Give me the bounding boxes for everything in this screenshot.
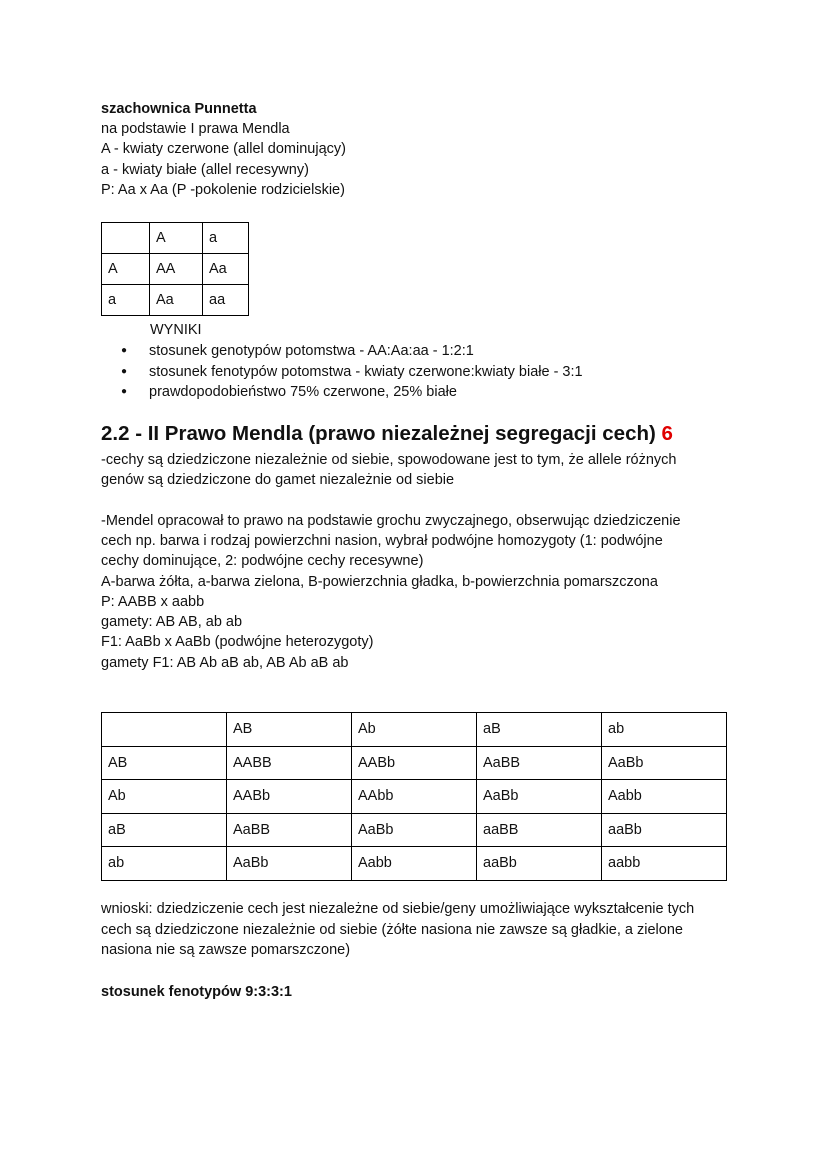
table-row bbox=[102, 813, 727, 847]
table-cell: AB bbox=[102, 746, 227, 780]
table-cell: Ab bbox=[102, 780, 227, 814]
section-heading bbox=[101, 422, 673, 446]
table-row bbox=[102, 285, 249, 316]
table-cell: AABB bbox=[227, 746, 352, 780]
table-cell: Aa bbox=[203, 254, 249, 285]
table-row bbox=[102, 847, 727, 881]
text-line: F1: AaBb x AaBb (podwójne heterozygoty) bbox=[101, 634, 374, 650]
table-row bbox=[102, 254, 249, 285]
table-cell: Ab bbox=[352, 713, 477, 747]
table-cell: ab bbox=[102, 847, 227, 881]
text-line: a - kwiaty białe (allel recesywny) bbox=[101, 162, 309, 178]
list-item: ● stosunek fenotypów potomstwa - kwiaty czerwone:kwiaty białe - 3:1 bbox=[101, 362, 583, 383]
table-cell: aaBB bbox=[477, 813, 602, 847]
phenotype-ratio: stosunek fenotypów 9:3:3:1 bbox=[101, 984, 292, 1000]
text-line: A - kwiaty czerwone (allel dominujący) bbox=[101, 141, 346, 157]
text-line: genów są dziedziczone do gamet niezależnie od siebie bbox=[101, 472, 455, 488]
table-cell: AaBb bbox=[477, 780, 602, 814]
table-cell: AaBB bbox=[227, 813, 352, 847]
table-cell: AaBB bbox=[477, 746, 602, 780]
table-cell bbox=[102, 713, 227, 747]
heading-number: 6 bbox=[661, 422, 673, 445]
text-line: cech np. barwa i rodzaj powierzchni nasion, wybrał podwójne homozygoty (1: podwójne bbox=[101, 533, 663, 549]
table-cell: A bbox=[150, 223, 203, 254]
text-line: gamety: AB AB, ab ab bbox=[101, 614, 243, 630]
table-row bbox=[102, 780, 727, 814]
table-cell: ab bbox=[602, 713, 727, 747]
table-cell: AaBb bbox=[227, 847, 352, 881]
text-line: na podstawie I prawa Mendla bbox=[101, 121, 290, 137]
results-label: WYNIKI bbox=[150, 322, 202, 338]
section-title: szachownica Punnetta bbox=[101, 101, 257, 117]
text-line: -Mendel opracował to prawo na podstawie grochu zwyczajnego, obserwując dziedziczenie bbox=[101, 513, 681, 529]
table-cell: A bbox=[102, 254, 150, 285]
table-cell: Aabb bbox=[602, 780, 727, 814]
table-cell: aaBb bbox=[477, 847, 602, 881]
table-cell bbox=[102, 223, 150, 254]
table-cell: AA bbox=[150, 254, 203, 285]
table-cell: aaBb bbox=[602, 813, 727, 847]
text-line: wnioski: dziedziczenie cech jest niezależne od siebie/geny umożliwiające wykształcenie tych bbox=[101, 901, 695, 917]
text-line: P: Aa x Aa (P -pokolenie rodzicielskie) bbox=[101, 182, 345, 198]
table-cell: AABb bbox=[352, 746, 477, 780]
table-row bbox=[102, 713, 727, 747]
text-line: cech są dziedziczone niezależnie od siebie (żółte nasiona nie zawsze są gładkie, a zielone bbox=[101, 922, 683, 938]
table-cell: aB bbox=[477, 713, 602, 747]
text-line: nasiona nie są zawsze pomarszczone) bbox=[101, 942, 351, 958]
text-line: A-barwa żółta, a-barwa zielona, B-powierzchnia gładka, b-powierzchnia pomarszczona bbox=[101, 574, 658, 590]
table-cell: AaBb bbox=[602, 746, 727, 780]
text-line: -cechy są dziedziczone niezależnie od siebie, spowodowane jest to tym, że allele różnych bbox=[101, 452, 677, 468]
table-cell: AAbb bbox=[352, 780, 477, 814]
list-item: ● stosunek genotypów potomstwa - AA:Aa:aa - 1:2:1 bbox=[101, 341, 583, 362]
list-item: ● prawdopodobieństwo 75% czerwone, 25% białe bbox=[101, 382, 583, 403]
table-cell: aB bbox=[102, 813, 227, 847]
text-line: cechy dominujące, 2: podwójne cechy recesywne) bbox=[101, 553, 424, 569]
table-row bbox=[102, 746, 727, 780]
table-cell: Aa bbox=[150, 285, 203, 316]
table-cell: aa bbox=[203, 285, 249, 316]
table-cell: aabb bbox=[602, 847, 727, 881]
heading-text: 2.2 - II Prawo Mendla (prawo niezależnej segregacji cech) bbox=[101, 422, 656, 445]
results-list bbox=[101, 341, 583, 403]
text-line: gamety F1: AB Ab aB ab, AB Ab aB ab bbox=[101, 655, 349, 671]
table-cell: Aabb bbox=[352, 847, 477, 881]
punnett-square-dihybrid bbox=[101, 712, 727, 881]
table-cell: AB bbox=[227, 713, 352, 747]
table-cell: AABb bbox=[227, 780, 352, 814]
punnett-square-monohybrid bbox=[101, 222, 249, 316]
text-line: P: AABB x aabb bbox=[101, 594, 205, 610]
table-cell: a bbox=[203, 223, 249, 254]
table-cell: AaBb bbox=[352, 813, 477, 847]
table-row bbox=[102, 223, 249, 254]
table-cell: a bbox=[102, 285, 150, 316]
